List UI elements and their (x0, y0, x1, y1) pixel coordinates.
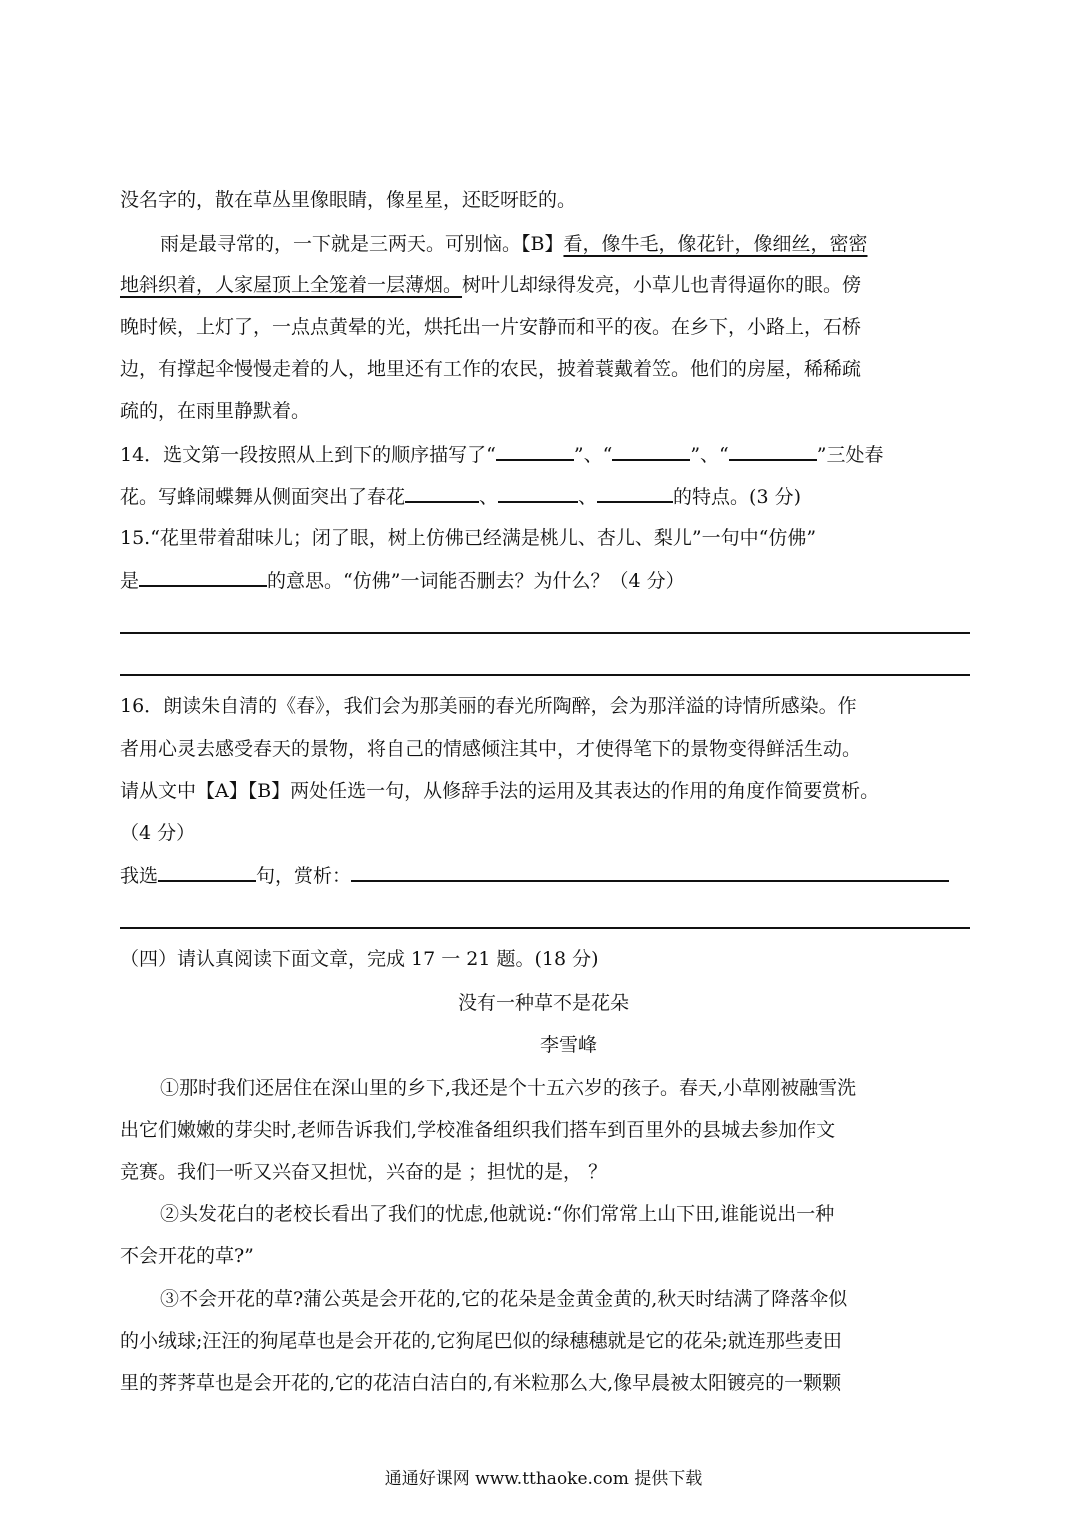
answer-blank[interactable] (139, 567, 267, 587)
text-span: 的意思。“仿佛”一词能否删去？为什么？（4 分） (267, 570, 685, 592)
passage-line (120, 272, 970, 298)
article-author: 李雪峰 (539, 1034, 597, 1056)
question-15-line1: 15.“花里带着甜味儿；闭了眼，树上仿佛已经满是桃儿、杏儿、梨儿”一句中“仿佛” (120, 527, 817, 549)
text-span: 是 (120, 570, 140, 592)
underlined-sentence-b: 看，像牛毛，像花针，像细丝，密密 (563, 233, 868, 255)
answer-line[interactable] (120, 632, 970, 634)
article-line: 的小绒球;汪汪的狗尾草也是会开花的,它狗尾巴似的绿穗穗就是它的花朵;就连那些麦田 (120, 1330, 842, 1352)
question-16-answer (120, 862, 970, 889)
text-span: 树叶儿却绿得发亮，小草儿也青得逼你的眼。傍 (462, 274, 862, 296)
answer-blank[interactable] (612, 441, 690, 461)
answer-blank[interactable] (496, 441, 574, 461)
question-14-line1 (120, 441, 970, 468)
answer-blank[interactable] (158, 862, 256, 882)
article-line: ①那时我们还居住在深山里的乡下,我还是个十五六岁的孩子。春天,小草刚被融雪洗 (160, 1077, 857, 1099)
article-line: 竞赛。我们一听又兴奋又担忧，兴奋的是 ；担忧的是， ？ (120, 1161, 608, 1183)
passage-line: 边，有撑起伞慢慢走着的人，地里还有工作的农民，披着蓑戴着笠。他们的房屋，稀稀疏 (120, 358, 862, 380)
question-16-line1: 16．朗读朱自清的《春》，我们会为那美丽的春光所陶醉，会为那洋溢的诗情所感染。作 (120, 695, 857, 717)
article-line: 出它们嫩嫩的芽尖时,老师告诉我们,学校准备组织我们搭车到百里外的县城去参加作文 (120, 1119, 836, 1141)
answer-blank[interactable] (405, 483, 479, 503)
answer-blank[interactable] (351, 862, 949, 882)
question-16-line3: 请从文中【A】【B】两处任选一句，从修辞手法的运用及其表达的作用的角度作简要赏析。 (120, 780, 880, 802)
text-span: 14．选文第一段按照从上到下的顺序描写了“ (120, 444, 496, 466)
text-span: 的特点。(3 分) (673, 486, 802, 508)
answer-blank[interactable] (498, 483, 578, 503)
text-span: ”三处春 (816, 444, 884, 466)
answer-line[interactable] (120, 927, 970, 929)
text-span: 我选 (120, 865, 159, 887)
answer-blank[interactable] (597, 483, 673, 503)
article-line: ②头发花白的老校长看出了我们的忧虑,他就说:“你们常常上山下田,谁能说出一种 (160, 1203, 835, 1225)
text-span: 句，赏析： (256, 865, 352, 887)
passage-line: 疏的，在雨里静默着。 (120, 400, 311, 422)
text-span: ”、“ (690, 444, 729, 466)
passage-line: 没名字的，散在草丛里像眼睛，像星星，还眨呀眨的。 (120, 189, 577, 211)
article-line: 里的荠荠草也是会开花的,它的花洁白洁白的,有米粒那么大,像早晨被太阳镀亮的一颗颗 (120, 1372, 842, 1394)
passage-line (160, 231, 970, 257)
passage-line: 晚时候，上灯了，一点点黄晕的光，烘托出一片安静而和平的夜。在乡下，小路上，石桥 (120, 316, 862, 338)
text-span: 、 (578, 486, 598, 508)
text-span: ”、“ (573, 444, 613, 466)
article-line: 不会开花的草?” (120, 1245, 254, 1267)
answer-blank[interactable] (729, 441, 817, 461)
question-16-line4: （4 分） (120, 822, 196, 844)
answer-line[interactable] (120, 674, 970, 676)
text-span: 雨是最寻常的，一下就是三两天。可别恼。【B】 (160, 233, 564, 255)
underlined-sentence-b: 地斜织着，人家屋顶上全笼着一层薄烟。 (120, 274, 463, 296)
question-15-line2 (120, 567, 970, 594)
article-line: ③不会开花的草?蒲公英是会开花的,它的花朵是金黄金黄的,秋天时结满了降落伞似 (160, 1288, 848, 1310)
section-heading: （四）请认真阅读下面文章，完成 17 一 21 题。(18 分) (120, 948, 599, 970)
text-span: 花。写蜂闹蝶舞从侧面突出了春花 (120, 486, 406, 508)
page-footer: 通通好课网 www.tthaoke.com 提供下载 (384, 1469, 703, 1489)
question-14-line2 (120, 483, 970, 510)
question-16-line2: 者用心灵去感受春天的景物，将自己的情感倾注其中，才使得笔下的景物变得鲜活生动。 (120, 738, 862, 760)
text-span: 、 (479, 486, 499, 508)
article-title: 没有一种草不是花朵 (457, 992, 629, 1014)
